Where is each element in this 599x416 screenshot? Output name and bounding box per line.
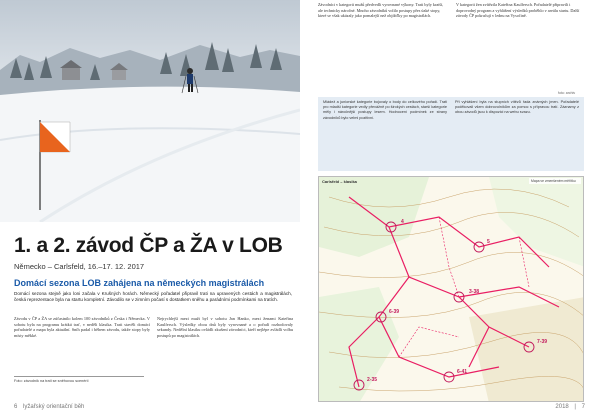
control-label: 6-39 — [389, 309, 400, 315]
winter-photo — [0, 0, 300, 222]
footer-separator: | — [574, 404, 576, 410]
orienteering-map — [318, 176, 584, 402]
magazine-title: lyžařský orientační běh — [23, 404, 85, 410]
article-subhead: Domácí sezona LOB zahájena na německých magistrálách — [14, 278, 265, 288]
control-label: 6-41 — [457, 369, 468, 375]
footer-right — [555, 404, 585, 410]
article-headline: 1. a 2. závod ČP a ŽA v LOB — [14, 234, 283, 257]
control-label: 4 — [401, 219, 404, 225]
control-label: 2-35 — [367, 377, 378, 383]
page-number-right: 7 — [581, 404, 585, 410]
map-title: Carlsfeld – klasika — [322, 179, 357, 184]
issue-year: 2018 — [555, 404, 569, 410]
article-lead: Domácí sezona stejně jako loni začala v Krušných horách. Německý pořadatel připravil trati na upravených cestách a magistrálách, česká reprezentace byla na startu kompletní. Závodilo se v zimním počasí s dostatkem sněhu a parádními podmínkami na tratích. — [14, 291, 292, 303]
right-column-1: Závodníci v kategorii mužů předvedli vyrovnané výkony. Trati byly kratší, ale technicky náročné. Mnoho závodníků volilo postupy přes úzké stopy, které se však ukázaly jako pomalejší než objížďky po magistrálách. — [318, 2, 444, 19]
photo-credit: foto: archiv — [558, 91, 576, 95]
figure-caption: Foto: závodník na trati se sněhovou scenérií — [14, 376, 144, 384]
footer-left — [14, 404, 84, 410]
page-number-left: 6 — [14, 404, 18, 410]
control-label: 3-38 — [469, 289, 480, 295]
control-label: 5 — [487, 239, 490, 245]
control-label: 7-39 — [537, 339, 548, 345]
snow-scene-image — [0, 0, 300, 222]
map-graphic — [319, 177, 584, 402]
left-column-2: Nejrychlejší mezi muži byl v sobotu Jan Hanko, mezi ženami Kateřina Kaulfersch. Výsledky obou dnů byly vyrovnané a o pořadí rozhodovaly sekundy. Nedělní klasiku ovládli zkušení závodníci, kteří nejlépe zvládli volbu postupů po magistrálách. — [157, 316, 293, 339]
left-column-1: Závodu v ČP a ŽA se zúčastnilo kolem 100 závodníků z Česka i Německa. V sobotu byla na programu krátká trať, v neděli klasika. Trati stavěli domácí pořadatelé a mapa byla aktuální. Sníh padal i během závodu, takže stopy byly místy měkké. — [14, 316, 150, 339]
info-box — [318, 97, 584, 171]
map-legend: Mapa ve zmenšeném měřítku — [529, 178, 581, 184]
info-box-col-1: Mládež a juniorské kategorie bojovaly o body do celkového pořadí. Trati pro mladší kategorie vedly převážně po širokých cestách, starší kategorie měly i náročnější postupy lesem. Hodnocení podmínek ze strany závodníků bylo velmi pozitivní. — [323, 100, 447, 120]
right-column-2: V kategorii žen zvítězila Kateřina Kaulfersch. Pořadatelé připravili i doprovodný program a vyhlášení výsledků proběhlo v areálu startu. Další závody ČP pokračují v lednu na Vysočině. — [456, 2, 580, 19]
info-box-col-2: Při vyhlášení byla na stupních vítězů řada známých jmen. Pořadatelé poděkovali všem dobrovolníkům za pomoc s přípravou tratí. Záznamy z obou závodů jsou k dispozici na webu svazu. — [455, 100, 579, 115]
article-dateline: Německo – Carlsfeld, 16.–17. 12. 2017 — [14, 262, 145, 271]
